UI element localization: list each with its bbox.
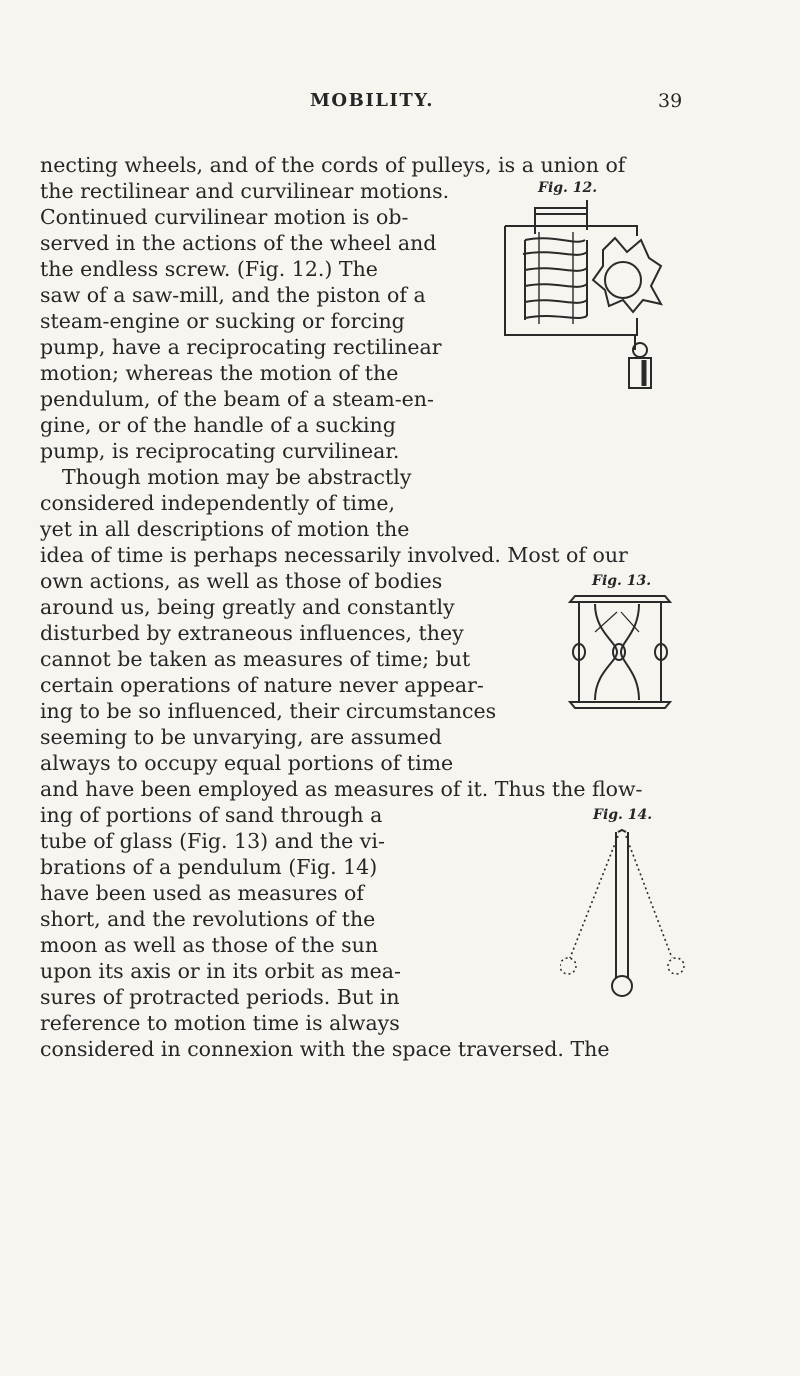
text-line: reference to motion time is always xyxy=(40,1011,400,1035)
text-line: certain operations of nature never appear- xyxy=(40,673,484,697)
text-line: seeming to be unvarying, are assumed xyxy=(40,725,442,749)
text-line: ing to be so influenced, their circumstances xyxy=(40,699,497,723)
fig13-caption: Fig. 13. xyxy=(592,573,652,589)
fig12-illustration xyxy=(495,200,665,350)
page-number: 39 xyxy=(658,90,683,112)
text-line: considered independently of time, xyxy=(40,491,396,515)
text-line: pendulum, of the beam of a steam-en- xyxy=(40,387,434,411)
text-line: idea of time is perhaps necessarily involved. Most of our xyxy=(40,543,628,567)
text-line: ing of portions of sand through a xyxy=(40,803,383,827)
text-line: moon as well as those of the sun xyxy=(40,933,379,957)
text-line: Continued curvilinear motion is ob- xyxy=(40,205,409,229)
text-line: have been used as measures of xyxy=(40,881,364,905)
text-line: the endless screw. (Fig. 12.) The xyxy=(40,257,378,281)
text-line: cannot be taken as measures of time; but xyxy=(40,647,471,671)
fig14-pendulum xyxy=(560,828,690,1008)
text-line: own actions, as well as those of bodies xyxy=(40,569,443,593)
text-line: and have been employed as measures of it. Thus the flow- xyxy=(40,777,643,801)
fig14-caption: Fig. 14. xyxy=(593,807,653,823)
text-line: necting wheels, and of the cords of pulleys, is a union of xyxy=(40,153,626,177)
text-line: always to occupy equal portions of time xyxy=(40,751,454,775)
fig13-hourglass xyxy=(565,592,675,712)
text-line: brations of a pendulum (Fig. 14) xyxy=(40,855,378,879)
text-line: Though motion may be abstractly xyxy=(62,465,412,489)
text-line: upon its axis or in its orbit as mea- xyxy=(40,959,401,983)
text-line: steam-engine or sucking or forcing xyxy=(40,309,405,333)
text-line: pump, is reciprocating curvilinear. xyxy=(40,439,400,463)
text-line: short, and the revolutions of the xyxy=(40,907,376,931)
text-line: the rectilinear and curvilinear motions. xyxy=(40,179,450,203)
fig12-caption: Fig. 12. xyxy=(538,180,598,196)
running-head: MOBILITY. xyxy=(310,90,435,111)
text-line: gine, or of the handle of a sucking xyxy=(40,413,396,437)
text-line: saw of a saw-mill, and the piston of a xyxy=(40,283,426,307)
text-line: sures of protracted periods. But in xyxy=(40,985,400,1009)
text-line: yet in all descriptions of motion the xyxy=(40,517,410,541)
page-header xyxy=(0,90,800,120)
text-line: tube of glass (Fig. 13) and the vi- xyxy=(40,829,385,853)
fig12-weight xyxy=(626,340,654,390)
text-line: served in the actions of the wheel and xyxy=(40,231,437,255)
text-line: motion; whereas the motion of the xyxy=(40,361,399,385)
text-line: disturbed by extraneous influences, they xyxy=(40,621,464,645)
text-line: considered in connexion with the space traversed. The xyxy=(40,1037,610,1061)
text-line: around us, being greatly and constantly xyxy=(40,595,455,619)
text-line: pump, have a reciprocating rectilinear xyxy=(40,335,442,359)
